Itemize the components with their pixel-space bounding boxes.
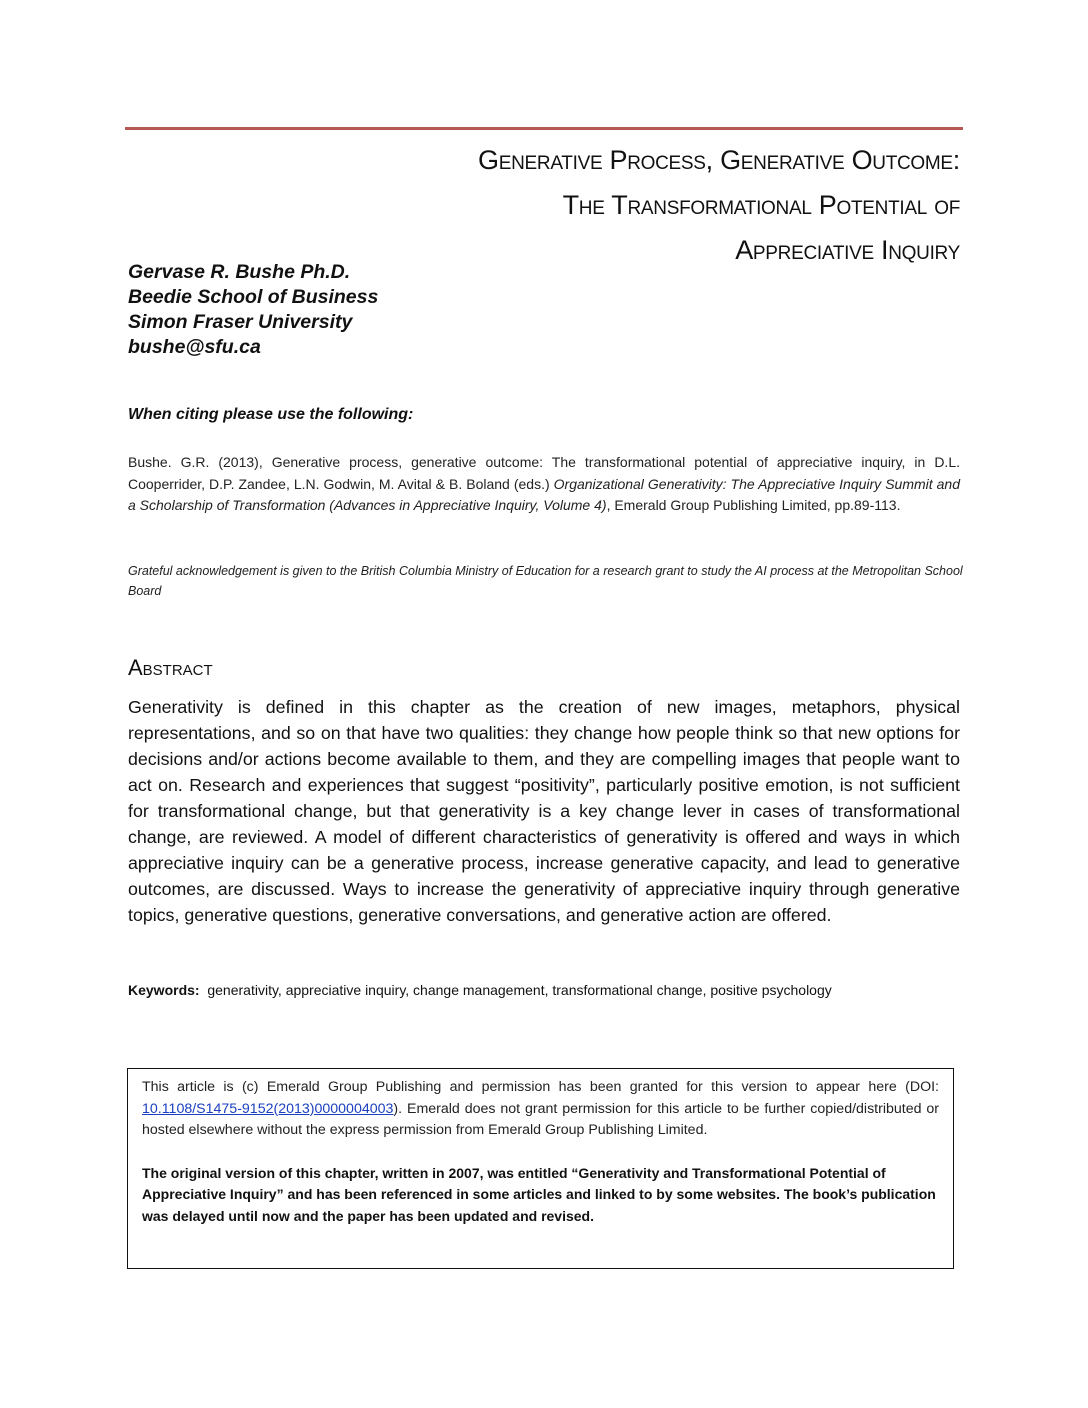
copyright-notice-box bbox=[127, 1068, 954, 1269]
keywords bbox=[128, 982, 968, 998]
title-line-1: Generative Process, Generative Outcome: bbox=[478, 145, 960, 175]
keywords-values: generativity, appreciative inquiry, change management, transformational change, positive psychology bbox=[207, 982, 832, 998]
citation-text bbox=[128, 452, 960, 517]
keywords-label: Keywords: bbox=[128, 982, 200, 998]
notice-text-end: ). Emerald does not grant permission for this article to be further copied/distributed or hosted elsewhere without the express permission from Emerald Group Publishing Limited. bbox=[142, 1100, 939, 1138]
citation-heading: When citing please use the following: bbox=[128, 406, 414, 423]
acknowledgement: Grateful acknowledgement is given to the British Columbia Ministry of Education for a research grant to study the AI process at the Metropolitan School Board bbox=[128, 564, 963, 598]
author-name: Gervase R. Bushe Ph.D. bbox=[128, 261, 351, 283]
citation-plain: Bushe. G.R. (2013), Generative process, generative outcome: The transformational potential of appreciative inquiry, in D.L. Cooperrider, D.P. Zandee, L.N. Godwin, M. Avital & B. Boland (eds.) bbox=[128, 454, 960, 492]
paper-title bbox=[478, 138, 960, 273]
abstract-heading: Abstract bbox=[128, 655, 213, 680]
author-block bbox=[128, 260, 378, 360]
abstract-body: Generativity is defined in this chapter as the creation of new images, metaphors, physical representations, and so on that have two qualities: they change how people think so that new options for decisions and/or actions become available to them, and they are compelling images that people want to act on. Research and experiences that suggest “positivity”, particularly positive emotion, is not sufficient for transformational change, but that generativity is a key change lever in cases of transformational change, are reviewed. A model of different characteristics of generativity is offered and ways in which appreciative inquiry can be a generative process, increase generative capacity, and lead to generative outcomes, are discussed. Ways to increase the generativity of appreciative inquiry through generative topics, generative questions, generative conversations, and generative action are offered. bbox=[128, 697, 960, 925]
author-school: Beedie School of Business bbox=[128, 286, 379, 308]
copyright-notice bbox=[142, 1077, 939, 1142]
author-email: bushe@sfu.ca bbox=[128, 336, 261, 358]
original-version-note: The original version of this chapter, written in 2007, was entitled “Generativity and Transformational Potential of Appreciative Inquiry” and has been referenced in some articles and linked to by some websites. The book’s publication was delayed until now and the paper has been updated and revised. bbox=[142, 1164, 936, 1224]
notice-text-start: This article is (c) Emerald Group Publishing and permission has been granted for this version to appear here (DOI: bbox=[142, 1079, 939, 1095]
citation-book-title: Organizational Generativity: The Appreciative Inquiry Summit and a Scholarship of Transformation (Advances in Appreciative Inquiry, Volume 4) bbox=[128, 475, 961, 513]
title-rule bbox=[125, 127, 963, 130]
doi-link[interactable]: 10.1108/S1475-9152(2013)0000004003 bbox=[142, 1100, 394, 1117]
title-line-2: The Transformational Potential of bbox=[562, 190, 960, 220]
citation-publisher: , Emerald Group Publishing Limited, pp.89-113. bbox=[606, 497, 901, 513]
author-university: Simon Fraser University bbox=[128, 311, 353, 333]
title-line-3: Appreciative Inquiry bbox=[735, 235, 960, 265]
